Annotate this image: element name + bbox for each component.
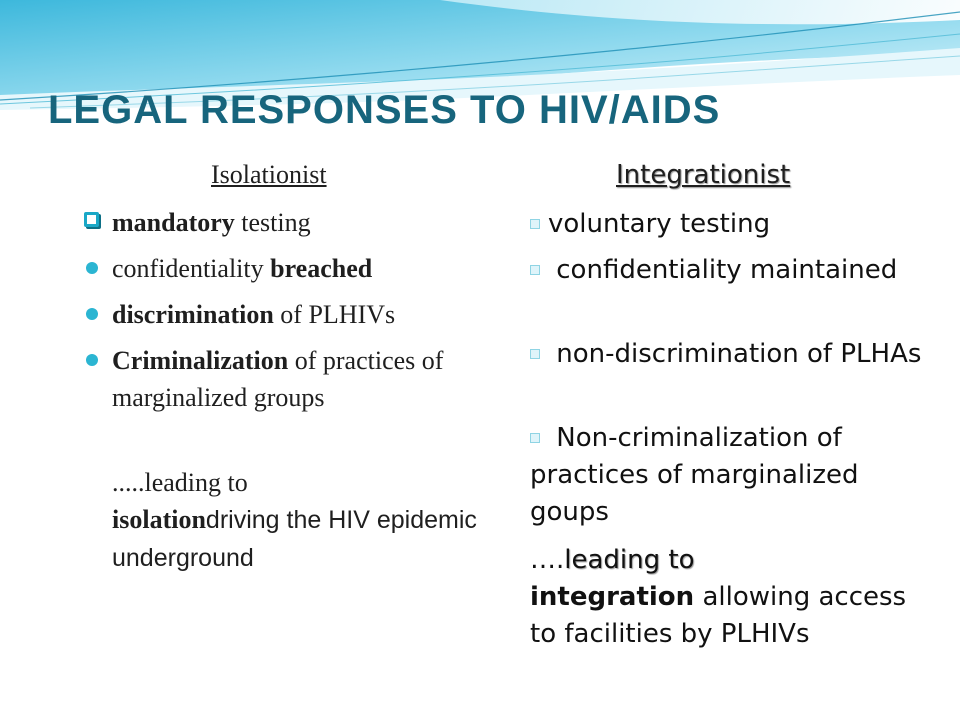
item-text: voluntary testing xyxy=(548,209,771,239)
conclusion-lead: .....leading to xyxy=(112,468,248,497)
slide-title: LEGAL RESPONSES TO HIV/AIDS xyxy=(48,88,721,132)
item-bold: breached xyxy=(270,254,373,283)
conclusion-lead: leading to xyxy=(564,545,695,575)
item-text: testing xyxy=(234,208,311,237)
item-text: of PLHIVs xyxy=(273,300,396,329)
small-square-bullet-icon xyxy=(530,265,540,275)
square-bullet-icon xyxy=(84,212,99,227)
conclusion-dots: …. xyxy=(530,545,565,575)
dot-bullet-icon xyxy=(86,262,98,274)
small-square-bullet-icon xyxy=(530,433,540,443)
item-text: non-discrimination of PLHAs xyxy=(548,339,922,369)
integrationist-item-confidentiality xyxy=(530,252,930,289)
item-text: confidentiality xyxy=(112,254,271,283)
item-text: Non-criminalization of practices of marginalized goups xyxy=(530,423,859,527)
conclusion-bold: isolation xyxy=(112,505,206,534)
item-bold: discrimination xyxy=(112,300,274,329)
item-bold: Criminalization xyxy=(112,346,289,375)
item-text: of practices of marginalized groups xyxy=(112,346,444,412)
dot-bullet-icon xyxy=(86,354,98,366)
dot-bullet-icon xyxy=(86,308,98,320)
conclusion-rest: driving the HIV epidemic underground xyxy=(112,506,477,572)
integrationist-item-non-criminalization xyxy=(530,420,930,531)
small-square-bullet-icon xyxy=(530,349,540,359)
integrationist-item-voluntary-testing xyxy=(530,206,930,243)
conclusion-bold: integration xyxy=(530,582,695,612)
isolationist-heading: Isolationist xyxy=(211,160,327,189)
isolationist-conclusion xyxy=(112,464,482,577)
item-text: confidentiality maintained xyxy=(548,255,898,285)
small-square-bullet-icon xyxy=(530,219,540,229)
item-bold: mandatory xyxy=(112,208,235,237)
conclusion-rest: allowing access to facilities by PLHIVs xyxy=(530,582,907,649)
integrationist-conclusion xyxy=(530,542,930,653)
integrationist-item-non-discrimination xyxy=(530,336,930,373)
integrationist-heading: Integrationist xyxy=(616,160,791,190)
